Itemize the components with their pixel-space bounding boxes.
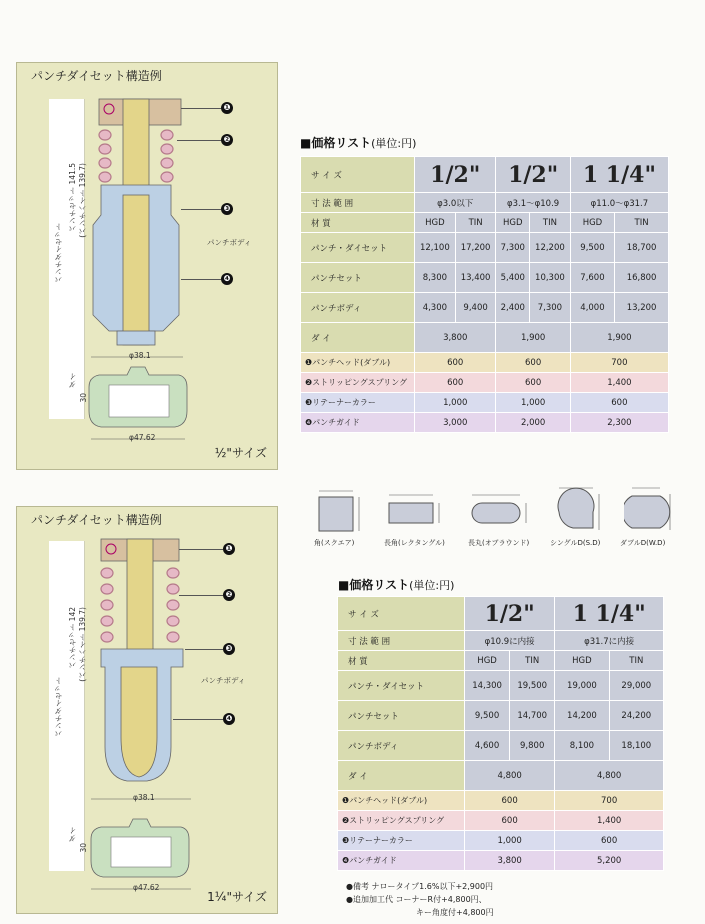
row-label: パンチセット	[301, 263, 415, 293]
price-cell: 19,000	[555, 671, 609, 701]
shape-label: シングルD(S.D)	[550, 539, 601, 547]
leader-line	[185, 649, 223, 650]
table-row	[301, 233, 669, 263]
unit-text: (単位:円)	[409, 579, 455, 592]
label-die-height: 30	[79, 843, 88, 853]
row-label: パンチボディ	[301, 293, 415, 323]
price-cell: 7,300	[496, 233, 530, 263]
leader-line	[181, 279, 221, 280]
material-cell: HGD	[496, 213, 530, 233]
price-cell: 5,200	[555, 851, 664, 871]
row-label: パンチ・ダイセット	[338, 671, 465, 701]
callout-3: ❸	[221, 203, 233, 215]
label-punch-die-set: パンチダイセット	[54, 677, 63, 737]
range-cell: φ11.0～φ31.7	[570, 193, 668, 213]
row-label: ❹パンチガイド	[338, 851, 465, 871]
shape-label: ダブルD(W.D)	[620, 539, 666, 547]
price-cell: 8,300	[415, 263, 456, 293]
double-d-shape	[624, 482, 679, 536]
price-cell: 4,600	[465, 731, 510, 761]
price-cell: 14,200	[555, 701, 609, 731]
note-line: ●備考 ナロータイプ1.6%以下+2,900円	[346, 882, 494, 891]
table-row	[301, 353, 669, 373]
size-cell: 1 1/4"	[555, 597, 664, 631]
price-cell: 18,700	[615, 233, 669, 263]
price-cell: 18,100	[609, 731, 663, 761]
price-cell: 3,000	[415, 413, 496, 433]
price-cell: 600	[415, 373, 496, 393]
row-label: ❸リテーナーカラー	[338, 831, 465, 851]
price-cell: 14,300	[465, 671, 510, 701]
price-cell: 10,300	[530, 263, 571, 293]
shape-label: 角(スクエア)	[314, 539, 355, 547]
punch-assembly-drawing	[87, 95, 207, 445]
material-cell: HGD	[465, 651, 510, 671]
row-label: サ イ ズ	[338, 597, 465, 631]
row-label: 寸 法 範 囲	[301, 193, 415, 213]
table-row	[338, 811, 664, 831]
range-cell: φ31.7に内接	[555, 631, 664, 651]
title-text: ■価格リスト	[300, 136, 372, 150]
price-cell: 17,200	[455, 233, 496, 263]
unit-text: (単位:円)	[371, 137, 417, 150]
table-row	[301, 193, 669, 213]
price-cell: 24,200	[609, 701, 663, 731]
structure-panel-quarter	[16, 506, 278, 914]
material-cell: TIN	[609, 651, 663, 671]
dim-die-diameter: φ47.62	[133, 883, 160, 892]
leader-line	[181, 209, 221, 210]
price-cell: 9,800	[510, 731, 555, 761]
price-cell: 29,000	[609, 671, 663, 701]
price-cell: 2,400	[496, 293, 530, 323]
leader-line	[173, 719, 223, 720]
row-label: ダ イ	[301, 323, 415, 353]
material-cell: HGD	[415, 213, 456, 233]
row-label: パンチセット	[338, 701, 465, 731]
price-cell: 13,400	[455, 263, 496, 293]
material-cell: TIN	[455, 213, 496, 233]
price-cell: 14,700	[510, 701, 555, 731]
punch-body-label: パンチボディ	[207, 238, 252, 247]
leader-line	[179, 549, 223, 550]
size-label: 1¼"サイズ	[207, 890, 267, 904]
dim-body-diameter: φ38.1	[133, 793, 155, 802]
table-row	[338, 731, 664, 761]
price-cell: 600	[496, 373, 570, 393]
rectangle-shape	[385, 485, 445, 535]
table-row	[338, 671, 664, 701]
price-list-title-1	[300, 134, 416, 151]
structure-panel-half	[16, 62, 278, 470]
leader-line	[179, 595, 223, 596]
table-row	[301, 413, 669, 433]
table-row	[301, 393, 669, 413]
callout-3: ❸	[223, 643, 235, 655]
price-cell: 19,500	[510, 671, 555, 701]
table-row	[301, 263, 669, 293]
price-cell: 12,100	[415, 233, 456, 263]
punch-assembly-drawing	[87, 537, 207, 897]
price-cell: 600	[465, 791, 555, 811]
leader-line	[177, 140, 221, 141]
square-shape	[315, 485, 365, 535]
label-punch-height: (パンチハイト 139.7)	[78, 607, 87, 682]
price-cell: 12,200	[530, 233, 571, 263]
title-text: ■価格リスト	[338, 578, 410, 592]
table-row	[338, 701, 664, 731]
price-cell: 8,100	[555, 731, 609, 761]
table-row	[301, 293, 669, 323]
callout-4: ❹	[221, 273, 233, 285]
price-cell: 2,300	[570, 413, 668, 433]
note-line: ●追加加工代 コーナーR付+4,800円、	[346, 895, 487, 904]
table-row	[301, 323, 669, 353]
row-label: ❷ストリッピングスプリング	[338, 811, 465, 831]
price-cell: 700	[555, 791, 664, 811]
table-row	[301, 157, 669, 193]
table-row	[338, 831, 664, 851]
table-row	[338, 651, 664, 671]
table-row	[338, 761, 664, 791]
material-cell: TIN	[510, 651, 555, 671]
price-cell: 5,400	[496, 263, 530, 293]
price-cell: 600	[415, 353, 496, 373]
leader-line	[181, 108, 221, 109]
dim-body-diameter: φ38.1	[129, 351, 151, 360]
price-table-1	[300, 156, 669, 433]
price-cell: 4,800	[465, 761, 555, 791]
row-label: 材 質	[301, 213, 415, 233]
dim-die-diameter: φ47.62	[129, 433, 156, 442]
price-cell: 700	[570, 353, 668, 373]
size-cell: 1/2"	[465, 597, 555, 631]
table-row	[338, 791, 664, 811]
range-cell: φ3.1～φ10.9	[496, 193, 570, 213]
range-cell: φ10.9に内接	[465, 631, 555, 651]
panel-title: パンチダイセット構造例	[31, 69, 162, 83]
price-cell: 3,800	[415, 323, 496, 353]
price-cell: 16,800	[615, 263, 669, 293]
row-label: サ イ ズ	[301, 157, 415, 193]
table-row	[301, 373, 669, 393]
size-cell: 1/2"	[496, 157, 570, 193]
row-label: ❶パンチヘッド(ダブル)	[338, 791, 465, 811]
panel-title: パンチダイセット構造例	[31, 513, 162, 527]
row-label: パンチボディ	[338, 731, 465, 761]
shape-label: 長丸(オブラウンド)	[468, 539, 530, 547]
row-label: ❸リテーナーカラー	[301, 393, 415, 413]
size-cell: 1 1/4"	[570, 157, 668, 193]
material-cell: TIN	[530, 213, 571, 233]
price-cell: 9,400	[455, 293, 496, 323]
callout-2: ❷	[223, 589, 235, 601]
size-cell: 1/2"	[415, 157, 496, 193]
price-table-2	[337, 596, 664, 871]
price-cell: 3,800	[465, 851, 555, 871]
range-cell: φ3.0以下	[415, 193, 496, 213]
table-row	[338, 597, 664, 631]
table-row	[301, 213, 669, 233]
price-cell: 7,300	[530, 293, 571, 323]
material-cell: HGD	[555, 651, 609, 671]
price-cell: 13,200	[615, 293, 669, 323]
oblong-shape	[468, 485, 533, 535]
table-row	[338, 851, 664, 871]
price-cell: 600	[496, 353, 570, 373]
price-cell: 7,600	[570, 263, 614, 293]
row-label: ダ イ	[338, 761, 465, 791]
price-cell: 9,500	[465, 701, 510, 731]
row-label: ❷ストリッピングスプリング	[301, 373, 415, 393]
price-cell: 1,000	[415, 393, 496, 413]
price-cell: 4,000	[570, 293, 614, 323]
label-die: ダイ	[68, 827, 77, 842]
label-punch-height: (パンチハイト 139.7)	[78, 163, 87, 238]
price-cell: 1,400	[555, 811, 664, 831]
price-cell: 1,900	[496, 323, 570, 353]
label-die-height: 30	[79, 393, 88, 403]
label-punch-die-set: パンチダイセット	[54, 223, 63, 283]
price-list-title-2	[338, 576, 454, 593]
label-punch-set: パンチセット 142	[68, 607, 77, 669]
price-cell: 4,800	[555, 761, 664, 791]
price-cell: 1,900	[570, 323, 668, 353]
row-label: パンチ・ダイセット	[301, 233, 415, 263]
price-cell: 600	[570, 393, 668, 413]
single-d-shape	[553, 482, 608, 536]
price-cell: 600	[555, 831, 664, 851]
callout-4: ❹	[223, 713, 235, 725]
row-label: ❶パンチヘッド(ダブル)	[301, 353, 415, 373]
price-cell: 1,400	[570, 373, 668, 393]
callout-2: ❷	[221, 134, 233, 146]
row-label: 材 質	[338, 651, 465, 671]
row-label: 寸 法 範 囲	[338, 631, 465, 651]
callout-1: ❶	[223, 543, 235, 555]
price-cell: 4,300	[415, 293, 456, 323]
price-cell: 1,000	[465, 831, 555, 851]
price-cell: 9,500	[570, 233, 614, 263]
price-cell: 600	[465, 811, 555, 831]
material-cell: TIN	[615, 213, 669, 233]
size-label: ½"サイズ	[214, 446, 267, 460]
price-cell: 1,000	[496, 393, 570, 413]
note-line: キー角度付+4,800円	[416, 908, 494, 917]
price-cell: 2,000	[496, 413, 570, 433]
punch-body-label: パンチボディ	[201, 676, 246, 685]
label-punch-set: パンチセット 141.5	[68, 163, 77, 232]
material-cell: HGD	[570, 213, 614, 233]
callout-1: ❶	[221, 102, 233, 114]
table-row	[338, 631, 664, 651]
row-label: ❹パンチガイド	[301, 413, 415, 433]
shape-label: 長角(レクタングル)	[384, 539, 445, 547]
label-die: ダイ	[68, 373, 77, 388]
